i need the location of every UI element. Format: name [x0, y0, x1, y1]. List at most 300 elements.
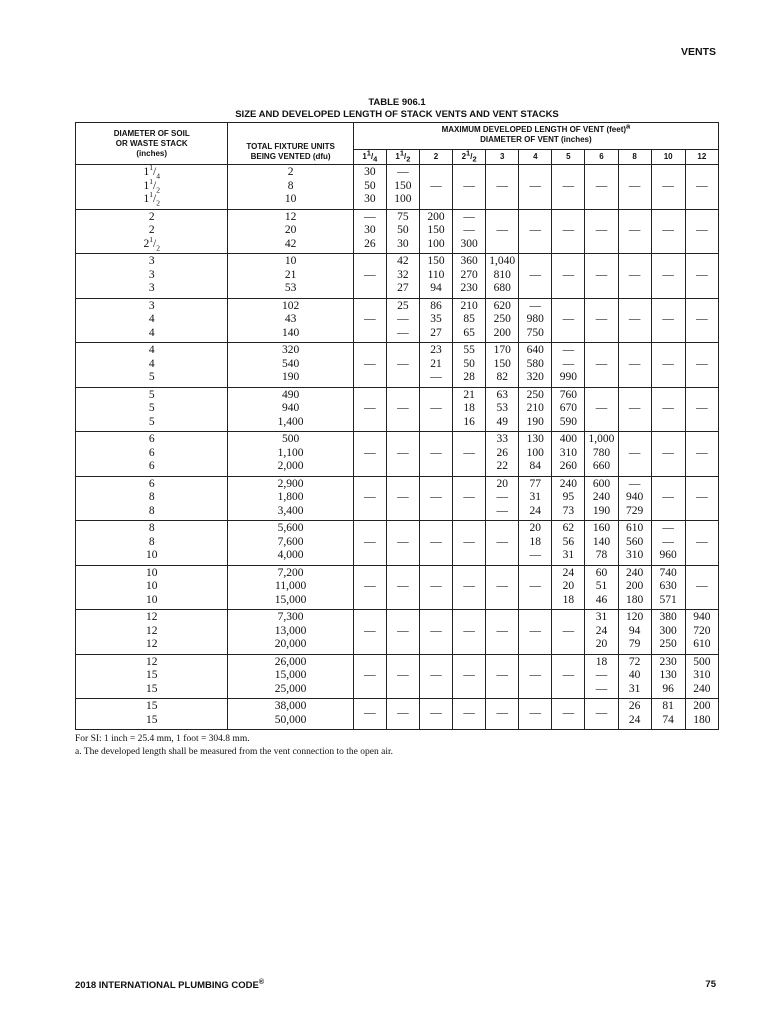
vent-length-value: 990	[559, 371, 578, 383]
vent-length-value: 210	[526, 402, 544, 414]
footnote-a: a. The developed length shall be measured from the vent connection to the open air.	[75, 747, 393, 757]
vent-length-value: —	[463, 706, 475, 719]
vent-length-cell	[651, 521, 685, 566]
vent-diameter-header	[618, 150, 651, 165]
vent-length-value: 1,040	[489, 255, 516, 267]
vent-length-cell	[519, 165, 552, 210]
vent-length-value: 27	[430, 326, 442, 339]
vent-length-value: —	[463, 224, 475, 236]
fraction-denominator: 4	[373, 154, 378, 164]
vent-diameter-header	[651, 150, 685, 165]
vent-length-value: 190	[592, 504, 611, 517]
vent-length-value: 140	[592, 535, 611, 548]
fixture-units-cell	[228, 209, 353, 254]
vent-length-value: 120	[625, 611, 644, 623]
vent-length-value: —	[696, 179, 708, 192]
vent-length-value: —	[662, 402, 674, 414]
vent-length-value: 20	[496, 477, 508, 490]
fixture-units-value: 540	[281, 357, 300, 370]
vent-length-cell	[651, 387, 685, 432]
vent-length-value: —	[397, 313, 409, 325]
stack-diameter-cell	[76, 654, 228, 699]
vent-length-cell	[685, 343, 718, 388]
vent-length-value: 82	[496, 371, 508, 383]
vent-length-value: —	[595, 682, 608, 695]
fixture-units-value: 320	[281, 344, 300, 356]
vent-length-cell	[585, 565, 618, 610]
vent-length-value: —	[562, 268, 575, 281]
fixture-units-cell	[228, 476, 353, 521]
fixture-units-cell	[228, 654, 353, 699]
vent-diameter-header	[486, 150, 519, 165]
stack-diameter-value: 2	[148, 210, 155, 223]
vent-length-value: —	[595, 706, 608, 719]
vent-length-value: 100	[526, 446, 544, 459]
vent-length-value: 20	[529, 522, 542, 534]
vent-length-value: 240	[625, 566, 644, 579]
stack-diameter-cell	[76, 298, 228, 343]
vent-diameter-header: 21/2	[453, 150, 486, 165]
vent-length-cell	[552, 565, 585, 610]
vent-length-cell	[419, 565, 452, 610]
vent-length-value: —	[430, 624, 442, 637]
vent-length-value: —	[364, 210, 376, 223]
vent-length-value: 250	[493, 313, 511, 325]
fixture-units-value: 4,000	[277, 549, 304, 561]
fixture-units-value: 1,800	[277, 491, 304, 503]
table-row-group	[76, 565, 719, 610]
vent-length-cell	[651, 343, 685, 388]
vent-length-value: 23	[430, 344, 442, 356]
vent-diameter-whole: 4	[533, 152, 538, 161]
stack-diameter-value: 3	[148, 282, 155, 294]
vent-length-value: 40	[628, 669, 641, 681]
fixture-units-value: 102	[281, 299, 300, 312]
vent-length-cell	[453, 254, 486, 299]
vent-diameter-header	[519, 150, 552, 165]
vent-length-value: 20	[595, 638, 608, 650]
fixture-units-cell	[228, 432, 353, 477]
vent-length-value: 51	[595, 580, 608, 592]
vent-length-value: —	[364, 402, 376, 414]
vent-length-value: —	[595, 402, 608, 414]
vent-length-cell	[386, 699, 419, 730]
vent-length-value: —	[397, 491, 409, 503]
table-row-group	[76, 699, 719, 730]
vent-length-value: 18	[529, 535, 542, 548]
vent-length-value: 310	[559, 446, 578, 459]
vent-length-value: —	[496, 504, 508, 517]
header-line: DIAMETER OF SOIL	[113, 128, 190, 138]
fixture-units-value: 500	[281, 433, 300, 445]
vent-length-cell	[685, 699, 718, 730]
vent-length-value: —	[529, 549, 542, 561]
header-line: DIAMETER OF VENT (inches)	[480, 135, 592, 144]
vent-length-cell	[453, 209, 486, 254]
vent-length-cell	[386, 565, 419, 610]
vent-length-cell	[585, 165, 618, 210]
vent-length-value: 24	[562, 566, 575, 579]
vent-length-value: 46	[595, 593, 608, 606]
vent-diameter-header	[585, 150, 618, 165]
vent-length-cell	[685, 254, 718, 299]
vent-length-value: 95	[562, 491, 575, 503]
fixture-units-value: 7,300	[277, 611, 304, 623]
fixture-units-value: 50,000	[274, 713, 307, 726]
vent-length-value: —	[496, 624, 508, 637]
vent-length-value: 560	[625, 535, 644, 548]
vent-length-value: 760	[559, 388, 578, 401]
vent-length-value: 100	[427, 237, 445, 250]
vent-length-cell	[386, 654, 419, 699]
vent-length-cell	[618, 699, 651, 730]
vent-length-value: —	[364, 669, 376, 681]
fixture-units-value: 940	[281, 402, 300, 414]
vent-length-cell	[453, 565, 486, 610]
vent-length-value: 75	[397, 210, 409, 223]
stack-diameter-value: 2	[148, 224, 155, 236]
stack-diameter-cell	[76, 610, 228, 655]
stack-diameter-value: $1^1/_2$	[143, 190, 160, 208]
vent-length-value: 320	[526, 371, 544, 383]
vent-length-value: —	[696, 491, 708, 503]
vent-length-value: 740	[659, 566, 677, 579]
vent-length-value: —	[662, 535, 674, 548]
vent-length-cell	[353, 298, 386, 343]
vent-length-value: 35	[430, 313, 442, 325]
vent-length-value: 30	[364, 193, 376, 205]
vent-length-value: —	[529, 268, 542, 281]
vent-length-value: 240	[693, 682, 711, 695]
vent-length-cell	[552, 521, 585, 566]
vent-length-value: —	[662, 179, 674, 192]
vent-length-cell	[486, 432, 519, 477]
vent-length-cell	[585, 343, 618, 388]
footer-book-title: 2018 INTERNATIONAL PLUMBING CODE®	[75, 979, 265, 992]
fraction-denominator: 2	[406, 154, 411, 164]
vent-length-value: 250	[526, 388, 544, 401]
vent-length-value: 680	[493, 282, 511, 294]
vent-length-cell	[552, 254, 585, 299]
vent-length-value: 160	[592, 522, 611, 534]
vent-length-value: 31	[529, 491, 542, 503]
vent-length-value: 720	[693, 624, 711, 637]
stack-diameter-value: 12	[145, 655, 158, 668]
vent-length-cell	[651, 654, 685, 699]
vent-length-value: 620	[493, 299, 511, 312]
vent-length-cell	[353, 165, 386, 210]
vent-length-cell	[651, 165, 685, 210]
header-line: TOTAL FIXTURE UNITS	[246, 142, 335, 151]
fixture-units-value: 43	[284, 313, 297, 325]
vent-length-value: 640	[526, 344, 544, 356]
vent-diameter-whole: 1	[362, 152, 367, 161]
vent-length-value: —	[696, 402, 708, 414]
stack-diameter-value: 12	[145, 611, 158, 623]
vent-length-cell	[585, 699, 618, 730]
vent-length-cell	[519, 610, 552, 655]
vent-length-cell	[453, 165, 486, 210]
header-line: OR WASTE STACK	[115, 138, 188, 148]
vent-length-value: 240	[592, 491, 611, 503]
fixture-units-value: 2,000	[277, 460, 304, 472]
vent-length-value: 270	[460, 268, 478, 281]
vent-length-value: —	[529, 669, 542, 681]
vent-length-value: —	[463, 535, 475, 548]
vent-length-value: —	[496, 669, 508, 681]
fixture-units-value: 2,900	[277, 477, 304, 490]
vent-length-value: 33	[496, 433, 508, 445]
stack-diameter-value: 12	[145, 638, 158, 650]
footnotes	[75, 733, 393, 759]
vent-length-cell	[651, 476, 685, 521]
vent-diameter-whole: 12	[697, 152, 707, 161]
vent-length-cell	[519, 209, 552, 254]
vent-length-value: 25	[397, 299, 409, 312]
vent-length-value: 20	[562, 580, 575, 592]
vent-length-value: —	[562, 344, 575, 356]
fixture-units-cell	[228, 343, 353, 388]
table-caption: SIZE AND DEVELOPED LENGTH OF STACK VENTS AND VENT STACKS	[235, 109, 559, 120]
vent-length-cell	[651, 699, 685, 730]
vent-length-value: 21	[430, 357, 442, 370]
vent-length-cell	[685, 610, 718, 655]
vent-length-value: —	[628, 477, 641, 490]
fixture-units-value: 53	[284, 282, 297, 294]
fixture-units-value: 3,400	[277, 504, 304, 517]
vent-length-value: 62	[562, 522, 575, 534]
vent-length-value: —	[662, 491, 674, 503]
vent-length-value: —	[463, 669, 475, 681]
vent-length-cell	[552, 387, 585, 432]
vent-length-cell	[685, 654, 718, 699]
footnote-si: For SI: 1 inch = 25.4 mm, 1 foot = 304.8 mm.	[75, 734, 250, 744]
stack-diameter-value: 8	[148, 504, 155, 517]
stack-diameter-value: 6	[148, 477, 155, 490]
vent-length-cell	[519, 699, 552, 730]
vent-length-value: —	[628, 446, 641, 459]
vent-length-value: —	[595, 669, 608, 681]
table-number: TABLE 906.1	[368, 97, 426, 108]
vent-length-cell	[618, 165, 651, 210]
vent-length-cell	[386, 387, 419, 432]
stack-diameter-cell	[76, 476, 228, 521]
vent-length-value: 79	[628, 638, 641, 650]
vent-diameter-header	[685, 150, 718, 165]
vent-length-value: —	[562, 624, 575, 637]
vent-length-value: 670	[559, 402, 578, 414]
vent-length-cell	[618, 565, 651, 610]
vent-length-value: 26	[364, 237, 376, 250]
vent-length-value: —	[529, 224, 542, 236]
vent-length-value: —	[529, 624, 542, 637]
vent-length-value: 500	[693, 655, 711, 668]
vent-length-cell	[353, 209, 386, 254]
vent-length-value: 24	[595, 624, 608, 637]
fixture-units-cell	[228, 521, 353, 566]
vent-length-cell	[685, 476, 718, 521]
vent-length-cell	[453, 610, 486, 655]
vent-length-value: —	[595, 268, 608, 281]
section-header: VENTS	[680, 46, 716, 58]
stack-diameter-value: 4	[148, 357, 155, 370]
stack-diameter-value: 15	[145, 669, 158, 681]
vent-length-cell	[486, 387, 519, 432]
vent-length-value: 130	[659, 669, 677, 681]
stack-diameter-value: 15	[145, 700, 158, 712]
table-row-group	[76, 654, 719, 699]
vent-length-value: 400	[559, 433, 578, 445]
vent-length-value: 571	[659, 593, 677, 606]
vent-length-value: —	[430, 446, 442, 459]
vent-length-cell	[386, 254, 419, 299]
vent-length-value: —	[397, 357, 409, 370]
vent-length-cell	[353, 254, 386, 299]
vent-length-value: 26	[628, 700, 641, 712]
vent-length-cell	[453, 699, 486, 730]
stack-diameter-value: 4	[148, 313, 155, 325]
vent-length-cell	[552, 610, 585, 655]
vent-length-cell	[585, 521, 618, 566]
fraction-numerator: 1	[466, 148, 471, 158]
vent-length-cell	[353, 387, 386, 432]
vent-length-cell	[685, 387, 718, 432]
vent-length-cell	[618, 432, 651, 477]
vent-length-value: 30	[364, 224, 376, 236]
vent-length-value: —	[496, 706, 508, 719]
stack-diameter-value: 3	[148, 299, 155, 312]
vent-length-value: —	[662, 522, 674, 534]
vent-length-cell	[419, 298, 452, 343]
vent-length-value: —	[364, 580, 376, 592]
vent-length-value: —	[529, 179, 542, 192]
vent-length-value: —	[628, 402, 641, 414]
fixture-units-value: 25,000	[274, 682, 307, 695]
vent-length-value: —	[662, 268, 674, 281]
vent-length-value: —	[430, 402, 442, 414]
vent-length-value: —	[397, 669, 409, 681]
vent-length-value: —	[430, 535, 442, 548]
vent-length-value: 55	[463, 344, 475, 356]
fixture-units-value: 15,000	[274, 669, 307, 681]
vent-length-value: 31	[595, 611, 608, 623]
vent-length-value: —	[696, 224, 708, 236]
vent-length-cell	[519, 298, 552, 343]
vent-length-cell	[651, 610, 685, 655]
vent-length-value: —	[397, 402, 409, 414]
vent-length-value: 22	[496, 460, 508, 472]
vent-length-cell	[585, 298, 618, 343]
vent-length-cell	[419, 699, 452, 730]
vent-length-value: —	[430, 580, 442, 592]
fixture-units-value: 10	[284, 193, 297, 205]
vent-length-cell	[486, 654, 519, 699]
vent-length-value: —	[463, 210, 475, 223]
vent-length-cell	[585, 610, 618, 655]
vent-length-value: —	[364, 313, 376, 325]
vent-length-value: —	[696, 357, 708, 370]
vent-length-value: 250	[659, 638, 677, 650]
vent-length-value: —	[430, 669, 442, 681]
vent-length-value: —	[397, 706, 409, 719]
vent-length-value: 960	[659, 549, 677, 561]
vent-length-value: 1,000	[588, 433, 615, 445]
vent-length-cell	[353, 565, 386, 610]
vent-length-cell	[419, 521, 452, 566]
vent-diameter-whole: 3	[499, 152, 505, 161]
fixture-units-cell	[228, 254, 353, 299]
stack-diameter-value: 6	[148, 433, 155, 445]
vent-length-cell	[519, 343, 552, 388]
vent-length-cell	[353, 476, 386, 521]
vent-length-value: —	[696, 535, 708, 548]
fixture-units-value: 38,000	[274, 700, 307, 712]
vent-length-value: —	[430, 706, 442, 719]
stack-diameter-value: 12	[145, 624, 158, 637]
vent-length-value: —	[529, 706, 542, 719]
vent-length-cell	[651, 298, 685, 343]
vent-length-cell	[552, 298, 585, 343]
vent-length-value: —	[463, 580, 475, 592]
vent-length-cell	[453, 521, 486, 566]
stack-diameter-cell	[76, 387, 228, 432]
vent-length-value: 31	[562, 549, 575, 561]
vent-length-value: 260	[559, 460, 578, 472]
table-row-group	[76, 298, 719, 343]
fixture-units-value: 490	[281, 388, 300, 401]
vent-length-value: 210	[460, 299, 478, 312]
vent-length-value: 78	[595, 549, 608, 561]
vent-length-value: —	[397, 166, 409, 178]
vent-length-value: —	[364, 268, 376, 281]
vent-length-value: —	[562, 357, 575, 370]
vent-length-cell	[685, 432, 718, 477]
stack-diameter-cell	[76, 521, 228, 566]
vent-length-cell	[419, 387, 452, 432]
vent-length-cell	[486, 209, 519, 254]
fixture-units-value: 140	[281, 326, 300, 339]
stack-diameter-value: 10	[145, 593, 158, 606]
vent-diameter-header: 11/4	[353, 150, 386, 165]
vent-length-cell	[353, 343, 386, 388]
vent-length-value: 100	[394, 193, 412, 205]
vent-length-value: —	[595, 224, 608, 236]
vent-length-value: 200	[625, 580, 644, 592]
vent-length-cell	[651, 565, 685, 610]
vent-length-cell	[486, 610, 519, 655]
stack-diameter-value: 6	[148, 460, 155, 472]
vent-length-cell	[353, 654, 386, 699]
vent-length-cell	[386, 209, 419, 254]
vent-length-value: —	[496, 491, 508, 503]
stack-diameter-cell	[76, 209, 228, 254]
vent-length-value: 21	[463, 388, 475, 401]
vent-length-value: —	[562, 313, 575, 325]
fraction-numerator: 1	[399, 148, 405, 158]
vent-length-value: 31	[628, 682, 641, 695]
vent-length-cell	[419, 432, 452, 477]
vent-length-value: 580	[526, 357, 544, 370]
vent-length-cell	[353, 610, 386, 655]
fixture-units-cell	[228, 610, 353, 655]
vent-length-value: 73	[562, 504, 575, 517]
vent-length-cell	[486, 699, 519, 730]
vent-length-cell	[386, 432, 419, 477]
stack-diameter-value: 5	[148, 371, 155, 383]
vent-length-cell	[386, 343, 419, 388]
vent-length-value: 810	[493, 268, 511, 281]
stack-diameter-value: $1^1/_4$	[143, 163, 160, 181]
